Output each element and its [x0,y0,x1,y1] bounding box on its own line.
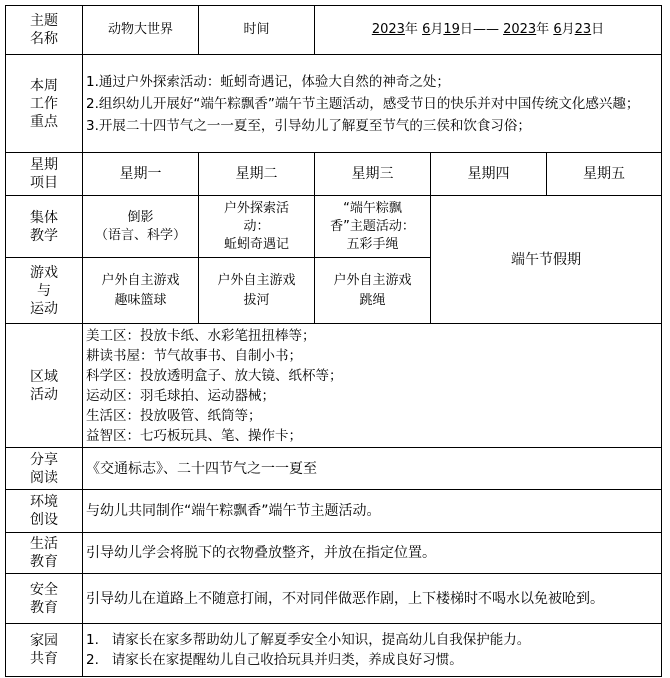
focus-content [83,55,662,153]
day-tuesday: 星期二 [199,153,315,196]
teaching-tuesday: 户外探索活 动： 蚯蚓奇遇记 [199,196,315,258]
environment-label: 环境 创设 [6,490,83,533]
games-monday: 户外自主游戏 趣味篮球 [83,258,199,324]
area-item: 益智区：七巧板玩具、笔、操作卡； [86,427,302,444]
area-item: 运动区：羽毛球拍、运动器械； [86,387,275,404]
date-range: 2023年 6月19日—— 2023年 6月23日 [315,6,662,55]
life-label: 生活 教育 [6,533,83,574]
weekday-label: 星期 项目 [6,153,83,196]
area-item: 耕读书屋：节气故事书、自制小书； [86,347,302,364]
reading-content: 《交通标志》、二十四节气之一一夏至 [83,448,662,490]
area-content [83,324,662,448]
life-row [6,533,662,574]
area-row [6,324,662,448]
weekly-plan-table [5,5,662,677]
games-wednesday: 户外自主游戏 跳绳 [315,258,431,324]
safety-row [6,574,662,624]
focus-item: 2.组织幼儿开展好“端午粽飘香”端午节主题活动，感受节日的快乐并对中国传统文化感兴趣； [86,95,640,112]
teaching-monday: 倒影 （语言、科学） [83,196,199,258]
home-row [6,624,662,677]
environment-row [6,490,662,533]
area-label: 区域 活动 [6,324,83,448]
life-content: 引导幼儿学会将脱下的衣物叠放整齐，并放在指定位置。 [83,533,662,574]
reading-label: 分享 阅读 [6,448,83,490]
home-label: 家园 共育 [6,624,83,677]
safety-label: 安全 教育 [6,574,83,624]
weekday-row [6,153,662,196]
theme-value: 动物大世界 [83,6,199,55]
safety-content: 引导幼儿在道路上不随意打闹，不对同伴做恶作剧，上下楼梯时不喝水以免被呛到。 [83,574,662,624]
games-label: 游戏 与 运动 [6,258,83,324]
focus-item: 1.通过户外探索活动：蚯蚓奇遇记，体验大自然的神奇之处； [86,73,450,90]
day-wednesday: 星期三 [315,153,431,196]
day-monday: 星期一 [83,153,199,196]
teaching-label: 集体 教学 [6,196,83,258]
home-content [83,624,662,677]
area-item: 美工区：投放卡纸、水彩笔扭扭棒等； [86,327,316,344]
focus-row [6,55,662,153]
focus-item: 3.开展二十四节气之一一夏至，引导幼儿了解夏至节气的三侯和饮食习俗； [86,117,531,134]
home-item: 1. 请家长在家多帮助幼儿了解夏季安全小知识，提高幼儿自我保护能力。 [86,632,531,648]
theme-label: 主题 名称 [6,6,83,55]
teaching-row [6,196,662,258]
theme-row [6,6,662,55]
environment-content: 与幼儿共同制作“端午粽飘香”端午节主题活动。 [83,490,662,533]
home-item: 2. 请家长在家提醒幼儿自己收拾玩具并归类，养成良好习惯。 [86,652,463,668]
area-item: 科学区：投放透明盒子、放大镜、纸杯等； [86,367,343,384]
games-tuesday: 户外自主游戏 拔河 [199,258,315,324]
focus-label: 本周 工作 重点 [6,55,83,153]
time-label: 时间 [199,6,315,55]
reading-row [6,448,662,490]
day-friday: 星期五 [547,153,662,196]
teaching-wednesday: “端午粽飘 香”主题活动： 五彩手绳 [315,196,431,258]
day-thursday: 星期四 [431,153,547,196]
holiday-cell: 端午节假期 [431,196,662,324]
area-item: 生活区：投放吸管、纸筒等； [86,407,262,424]
